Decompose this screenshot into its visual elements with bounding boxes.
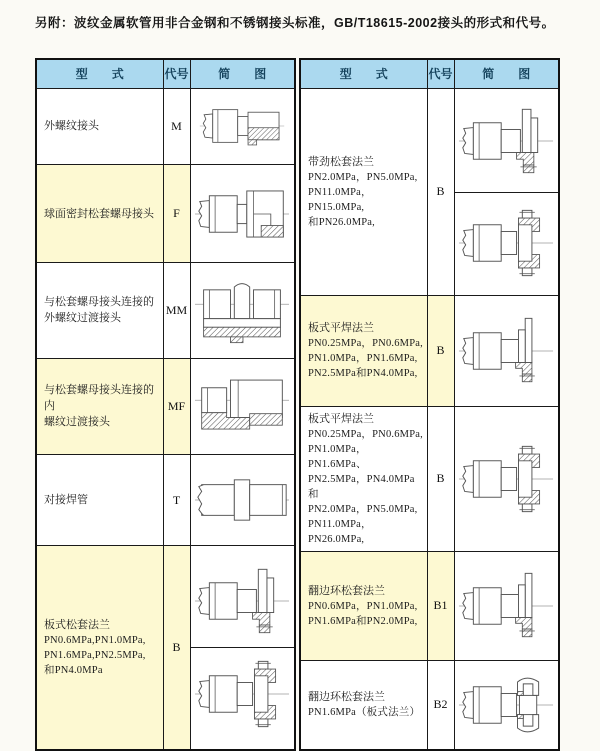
type-line: PN2.5MPa和PN4.0MPa, [308,368,418,379]
type-cell [36,165,163,263]
type-line: PN1.6MPa,PN2.5MPa, [44,649,146,661]
type-cell [36,358,163,455]
right-row-b-2 [300,295,559,406]
code-cell: B [427,406,454,551]
fitting-table-left [35,58,296,751]
nut-joint-diagram-icon [191,169,295,258]
diagram-cell [190,546,295,750]
type-cell [36,546,163,750]
code-cell: B [427,295,454,406]
left-row-t-5 [36,455,295,546]
diagram-cell [190,88,295,165]
type-line: PN0.6MPa,PN1.0MPa, [44,634,146,646]
type-cell [300,406,427,551]
flange-weld-diagram-icon [455,296,559,406]
type-cell [36,455,163,546]
code-cell: B2 [427,660,454,750]
code-cell: MM [163,263,190,358]
type-line: 翻边环松套法兰 [308,584,385,597]
union-mm-diagram-icon [191,267,295,354]
right-row-b1-4 [300,551,559,660]
flange-collar-diagram-icon [191,647,295,740]
left-header-type: 型 式 [36,59,163,88]
type-line: 和PN4.0MPa [44,664,103,676]
diagram-cell [454,660,559,750]
type-line: 螺纹过渡接头 [44,416,110,429]
type-line: 翻边环松套法兰 [308,691,385,703]
type-line: PN0.25MPa，PN0.6MPa, [308,338,423,349]
left-row-m-1 [36,88,295,165]
right-header-type: 型 式 [300,59,427,88]
type-line: 板式松套法兰 [44,618,110,631]
diagram-cell [454,295,559,406]
type-line: PN1.0MPa，PN1.6MPa, [308,353,418,364]
type-line: PN11.0MPa，PN26.0MPa, [308,518,372,545]
right-row-b-1 [300,88,559,295]
diagram-cell [454,88,559,295]
type-line: PN2.0MPa，PN5.0MPa, [308,503,418,515]
flange-plate-diagram-icon [455,90,559,192]
type-cell [36,263,163,358]
page-title: 另附：波纹金属软管用非合金钢和不锈钢接头标准，GB/T18615-2002接头的形式和代号。 [35,16,555,30]
fitting-table-right [299,58,560,751]
left-row-mm-3 [36,263,295,358]
type-cell [300,88,427,295]
diagram-cell [454,406,559,551]
type-line: PN1.0MPa，PN1.6MPa、 [308,443,367,470]
flange-plate-diagram-icon [191,554,295,647]
right-header-row [300,59,559,88]
diagram-cell [190,455,295,546]
right-row-b2-5 [300,660,559,750]
code-cell: B [427,88,454,295]
type-line: 外螺纹过渡接头 [44,312,121,325]
diagram-cell [454,551,559,660]
code-cell: T [163,455,190,546]
left-row-f-2 [36,165,295,263]
tables-container [35,58,560,751]
code-cell: B [163,546,190,750]
diagram-cell [190,165,295,263]
right-header-code: 代号 [427,59,454,88]
diagram-cell [190,358,295,455]
type-line: PN0.25MPa，PN0.6MPa, [308,428,423,440]
type-cell [300,295,427,406]
flange-ring-diagram-icon [455,661,559,749]
left-header-diagram: 简 图 [190,59,295,88]
type-line: PN1.6MPa（板式法兰） [308,707,421,718]
type-cell [300,551,427,660]
type-line: PN2.5MPa，PN4.0MPa和 [308,473,415,500]
right-row-b-3 [300,406,559,551]
flange-collar-diagram-icon [455,192,559,294]
type-line: 和PN26.0MPa, [308,216,375,228]
type-line: PN11.0MPa，PN15.0MPa, [308,186,372,213]
union-mf-diagram-icon [191,362,295,450]
type-line: PN1.6MPa和PN2.0MPa, [308,615,418,627]
type-line: 外螺纹接头 [44,120,99,133]
type-line: 与松套螺母接头连接的内 [44,384,154,413]
type-line: 板式平焊法兰 [308,412,374,425]
left-row-mf-4 [36,358,295,455]
type-line: PN2.0MPa，PN5.0MPa, [308,171,418,183]
butt-weld-diagram-icon [191,459,295,542]
type-line: 带劲松套法兰 [308,155,374,168]
type-cell [36,88,163,165]
right-header-diagram: 简 图 [454,59,559,88]
flange-weld-diagram-icon [455,552,559,660]
male-thread-diagram-icon [191,91,295,161]
code-cell: MF [163,358,190,455]
type-line: 对接焊管 [44,494,88,507]
code-cell: M [163,88,190,165]
type-line: 球面密封松套螺母接头 [44,207,154,220]
type-line: PN0.6MPa，PN1.0MPa, [308,600,418,612]
type-cell [300,660,427,750]
code-cell: F [163,165,190,263]
flange-collar-diagram-icon [455,433,559,525]
type-line: 与松套螺母接头连接的 [44,296,154,309]
left-row-b-6 [36,546,295,750]
code-cell: B1 [427,551,454,660]
left-header-row [36,59,295,88]
type-line: 板式平焊法兰 [308,322,374,334]
left-header-code: 代号 [163,59,190,88]
diagram-cell [190,263,295,358]
